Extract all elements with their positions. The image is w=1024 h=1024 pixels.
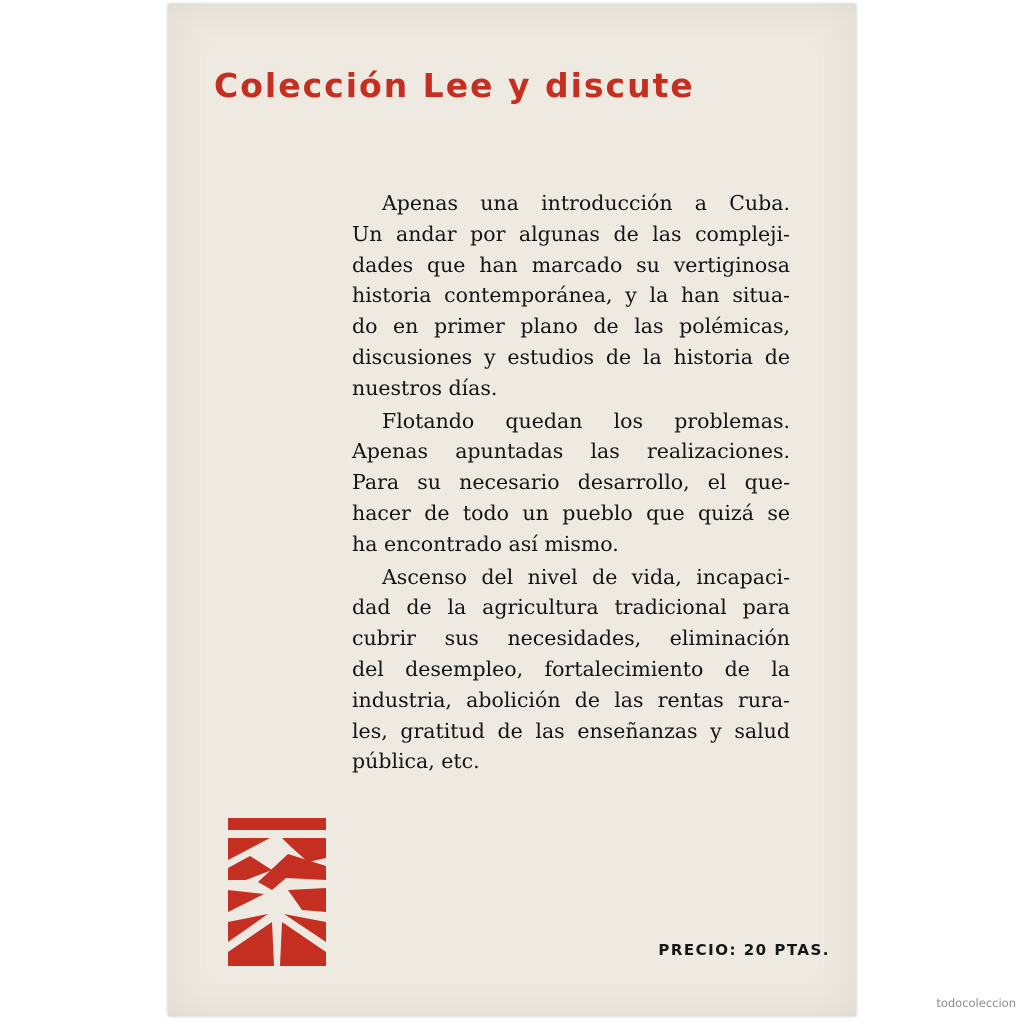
blurb-line: Para su necesario desarrollo, el que- [352, 470, 790, 495]
blurb-line: pública, etc. [352, 749, 480, 774]
blurb-line: discusiones y estudios de la historia de [352, 344, 790, 369]
blurb-line: cubrir sus necesidades, eliminación [352, 626, 790, 651]
blurb-line: historia contemporánea, y la han situa- [352, 283, 790, 308]
blurb-paragraph [352, 562, 790, 778]
abstract-geometric-logo-icon [228, 818, 326, 966]
watermark-text: todocoleccion [936, 996, 1016, 1010]
blurb-line: Un andar por algunas de las compleji- [352, 221, 790, 246]
blurb-line: del desempleo, fortalecimiento de la [352, 656, 790, 681]
blurb-line: Flotando quedan los problemas. [382, 408, 790, 433]
blurb-line: les, gratitud de las enseñanzas y salud [352, 718, 790, 743]
blurb-text [352, 188, 790, 779]
blurb-line: dades que han marcado su vertiginosa [352, 252, 790, 277]
series-title: Colección Lee y discute [214, 66, 695, 105]
blurb-line: do en primer plano de las polémicas, [352, 314, 790, 339]
blurb-line: dad de la agricultura tradicional para [352, 595, 790, 620]
blurb-line: industria, abolición de las rentas rura- [352, 687, 790, 712]
blurb-line: nuestros días. [352, 375, 498, 400]
blurb-line: ha encontrado así mismo. [352, 531, 619, 556]
blurb-paragraph [352, 406, 790, 560]
blurb-line: Apenas una introducción a Cuba. [382, 191, 790, 215]
price-label: PRECIO: 20 PTAS. [658, 941, 830, 959]
blurb-line: Ascenso del nivel de vida, incapaci- [382, 564, 790, 589]
blurb-line: hacer de todo un pueblo que quizá se [352, 500, 790, 525]
blurb-line: Apenas apuntadas las realizaciones. [352, 439, 790, 464]
blurb-paragraph [352, 188, 790, 404]
